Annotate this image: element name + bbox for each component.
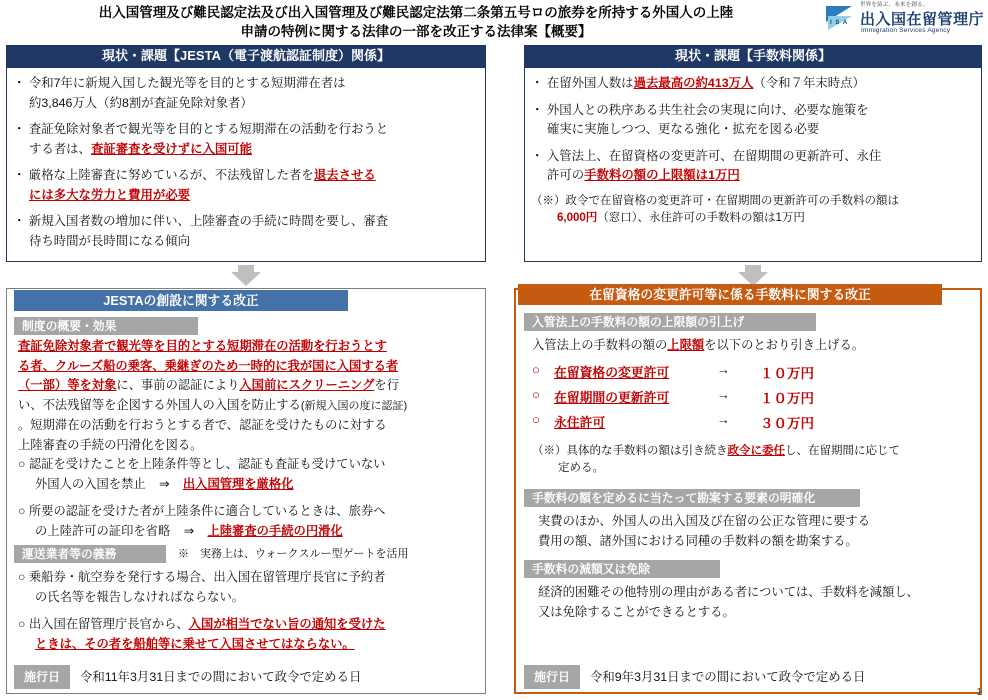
agency-logo xyxy=(826,0,984,40)
right-top-bullets xyxy=(525,68,981,231)
logo-agency-name-en: Immigration Services Agency xyxy=(861,27,951,34)
list-item: ・ 令和7年に新規入国した観光等を目的とする短期滞在者は 約3,846万人（約8割が査証免除対象者） xyxy=(13,74,479,113)
right-bottom-note: （※）具体的な手数料の額は引き続き政令に委任し、在留期間に応じて 定める。 xyxy=(532,445,900,474)
left-top-bullets xyxy=(7,68,485,255)
list-item: ○ 出入国在留管理庁長官から、入国が相当でない旨の通知を受けた ときは、その者を船舶等に乗せて入国させてはならない。 xyxy=(18,615,476,654)
fee-list xyxy=(532,362,972,437)
right-bottom-lead: 入管法上の手数料の額の上限額を以下のとおり引き上げる。 xyxy=(532,338,865,352)
list-item: ・ 査証免除対象者で観光等を目的とする短期滞在の活動を行おうと する者は、査証審査を受けずに入国可能 xyxy=(13,120,479,159)
right-bottom-sub3: 手数料の減額又は免除 xyxy=(524,560,720,578)
fee-row: ○ 在留期間の更新許可 → １０万円 xyxy=(532,387,814,406)
left-top-box xyxy=(6,67,486,262)
list-item: ・ 在留外国人数は過去最高の約413万人（令和７年末時点） xyxy=(531,74,975,94)
circle-marker-icon: ○ xyxy=(532,362,540,377)
down-arrow-left-icon xyxy=(231,272,261,286)
left-bottom-footer xyxy=(14,665,478,689)
right-bottom-sub2: 手数料の額を定めるに当たって勘案する要素の明確化 xyxy=(524,489,860,507)
left-footer-value: 令和11年3月31日までの間において政令で定める日 xyxy=(80,670,362,684)
page-title-line2: 申請の特例に関する法律の一部を改正する法律案【概要】 xyxy=(240,24,592,39)
fee-row: ○ 在留資格の変更許可 → １０万円 xyxy=(532,362,814,381)
left-bottom-sub2: 運送業者等の義務 xyxy=(14,545,166,563)
list-item: ○ 乗船券・航空券を発行する場合、出入国在留管理庁長官に予約者 の氏名等を報告しなければならない。 xyxy=(18,568,476,607)
list-item: ○ 所要の認証を受けた者が上陸条件に適合しているときは、旅券へ の上陸許可の証印を省略 ⇒ 上陸審査の手続の円滑化 xyxy=(18,502,476,541)
list-item: ・ 新規入国者数の増加に伴い、上陸審査の手続に時間を要し、審査 待ち時間が長時間になる傾向 xyxy=(13,212,479,251)
right-bottom-sub1: 入管法上の手数料の額の上限額の引上げ xyxy=(524,313,816,331)
right-top-box xyxy=(524,67,982,262)
page-title xyxy=(6,3,826,41)
left-footer-label: 施行日 xyxy=(14,665,70,689)
right-footer-label: 施行日 xyxy=(524,665,580,689)
logo-tagline: 世界を結ぶ、未来を創る。 xyxy=(860,2,929,8)
circle-marker-icon: ○ xyxy=(532,387,540,402)
left-bottom-point2-note: ※ 実務上は、ウォークスルー型ゲートを活用 xyxy=(178,548,409,560)
right-bottom-title: 在留資格の変更許可等に係る手数料に関する改正 xyxy=(518,284,942,305)
right-bottom-body3: 経済的困難その他特別の理由がある者については、手数料を減額し、 又は免除することができるとする。 xyxy=(538,585,919,619)
right-bottom-body2: 実費のほか、外国人の出入国及び在留の公正な管理に要する 費用の額、諸外国における同種の手数料の額を勘案する。 xyxy=(538,514,871,548)
page-number: 1 xyxy=(976,687,982,698)
isa-logo-text: I S A xyxy=(830,20,849,26)
logo-agency-name: 出入国在留管理庁 xyxy=(860,11,985,28)
right-bottom-footer xyxy=(524,665,974,689)
isa-logo-icon xyxy=(826,4,858,34)
left-bottom-title: JESTAの創設に関する改正 xyxy=(14,290,348,311)
list-item: ・ 入管法上、在留資格の変更許可、在留期間の更新許可、永住 許可の手数料の額の上限額は1万円 xyxy=(531,147,975,186)
right-footer-value: 令和9年3月31日までの間において政令で定める日 xyxy=(590,670,866,684)
left-bottom-paragraph: 査証免除対象者で観光等を目的とする短期滞在の活動を行おうとす る者、クルーズ船の乗客、乗継ぎのため一時的に我が国に入国する者 （一部）等を対象に、事前の認証により入国前にスクリーニングを行 い、不法残留等を企図する外国人の入国を防止する(新規入国の度に認証) 。短期滞在の活動を行おうとする者で、認証を受けたものに対する 上陸審査の手続の円滑化を図る。 xyxy=(18,339,408,452)
list-item: ・ 外国人との秩序ある共生社会の実現に向け、必要な施策を 確実に実施しつつ、更なる強化・拡充を図る必要 xyxy=(531,101,975,140)
fee-row: ○ 永住許可 → ３０万円 xyxy=(532,412,814,431)
left-bottom-duties xyxy=(18,568,476,658)
document-header xyxy=(0,0,988,44)
right-top-note: （※）政令で在留資格の変更許可・在留期間の更新許可の手数料の額は 6,000円（窓口）、永住許可の手数料の額は1万円 xyxy=(531,194,899,224)
left-top-title: 現状・課題【JESTA（電子渡航認証制度）関係】 xyxy=(6,45,486,67)
circle-marker-icon: ○ xyxy=(532,412,540,427)
list-item: ○ 認証を受けたことを上陸条件等とし、認証も査証も受けていない 外国人の入国を禁止 ⇒ 出入国管理を厳格化 xyxy=(18,455,476,494)
page-title-line1: 出入国管理及び難民認定法及び出入国管理及び難民認定法第二条第五号ロの旅券を所持する外国人の上陸 xyxy=(98,5,734,20)
list-item: ・ 厳格な上陸審査に努めているが、不法残留した者を退去させる には多大な労力と費用が必要 xyxy=(13,166,479,205)
right-top-title: 現状・課題【手数料関係】 xyxy=(524,45,982,67)
left-bottom-sub1: 制度の概要・効果 xyxy=(14,317,198,335)
